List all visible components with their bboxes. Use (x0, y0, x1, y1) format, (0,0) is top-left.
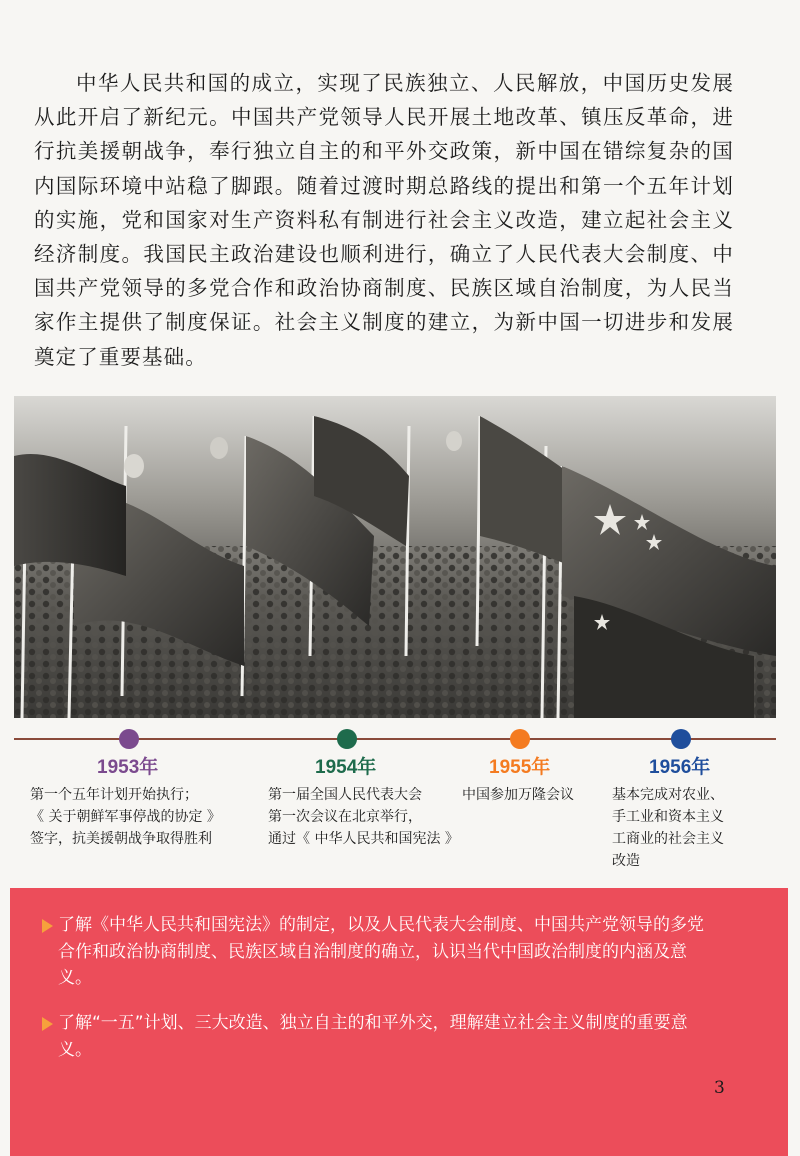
timeline-year-1956: 1956年 (649, 757, 711, 778)
event-line: 第一个五年计划开始执行； (30, 787, 198, 803)
learning-goals-box (10, 888, 788, 1156)
flag-parade-image (14, 396, 776, 718)
learning-goal-text: 了解《中华人民共和国宪法》的制定，以及人民代表大会制度、中国共产党领导的多党合作和政治协商制度、民族区域自治制度的确立，认识当代中国政治制度的内涵及意义。 (58, 915, 704, 988)
intro-paragraph: 中华人民共和国的成立，实现了民族独立、人民解放，中国历史发展从此开启了新纪元。中国共产党领导人民开展土地改革、镇压反革命，进行抗美援朝战争，奉行独立自主的和平外交政策，新中国在错综复杂的国内国际环境中站稳了脚跟。随着过渡时期总路线的提出和第一个五年计划的实施，党和国家对生产资料私有制进行社会主义改造，建立起社会主义经济制度。我国民主政治建设也顺利进行，确立了人民代表大会制度、中国共产党领导的多党合作和政治协商制度、民族区域自治制度，为人民当家作主提供了制度保证。社会主义制度的建立，为新中国一切进步和发展奠定了重要基础。 (34, 71, 734, 369)
triangle-bullet-icon (42, 1017, 53, 1031)
event-line: 工商业的社会主义 (612, 831, 724, 847)
event-line: 第一次会议在北京举行， (268, 809, 422, 825)
event-line: 改造 (612, 853, 640, 869)
event-line: 第一届全国人民代表大会 (268, 787, 422, 803)
learning-goal-1 (58, 912, 718, 992)
event-line: 手工业和资本主义 (612, 809, 724, 825)
intro-section (34, 66, 734, 374)
timeline-event-1956 (612, 784, 724, 872)
event-line: 基本完成对农业、 (612, 787, 724, 803)
timeline-dot-1953 (119, 729, 139, 749)
timeline-event-1953 (30, 784, 221, 850)
event-line: 《 关于朝鲜军事停战的协定 》 (30, 809, 221, 825)
timeline-year-1953: 1953年 (97, 757, 159, 778)
event-line: 中国参加万隆会议 (462, 787, 574, 803)
historical-photo (14, 396, 776, 718)
learning-goal-2 (58, 1010, 718, 1063)
timeline-event-1955 (462, 784, 574, 806)
learning-goal-text: 了解“一五”计划、三大改造、独立自主的和平外交，理解建立社会主义制度的重要意义。 (58, 1013, 688, 1060)
timeline-dot-1956 (671, 729, 691, 749)
timeline-dot-1954 (337, 729, 357, 749)
timeline-dot-1955 (510, 729, 530, 749)
timeline-event-1954 (268, 784, 459, 850)
triangle-bullet-icon (42, 919, 53, 933)
timeline (0, 722, 800, 882)
event-line: 签字，抗美援朝战争取得胜利 (30, 831, 212, 847)
timeline-year-1954: 1954年 (315, 757, 377, 778)
page-number: 3 (714, 1078, 725, 1098)
event-line: 通过《 中华人民共和国宪法 》 (268, 831, 459, 847)
timeline-year-1955: 1955年 (489, 757, 551, 778)
